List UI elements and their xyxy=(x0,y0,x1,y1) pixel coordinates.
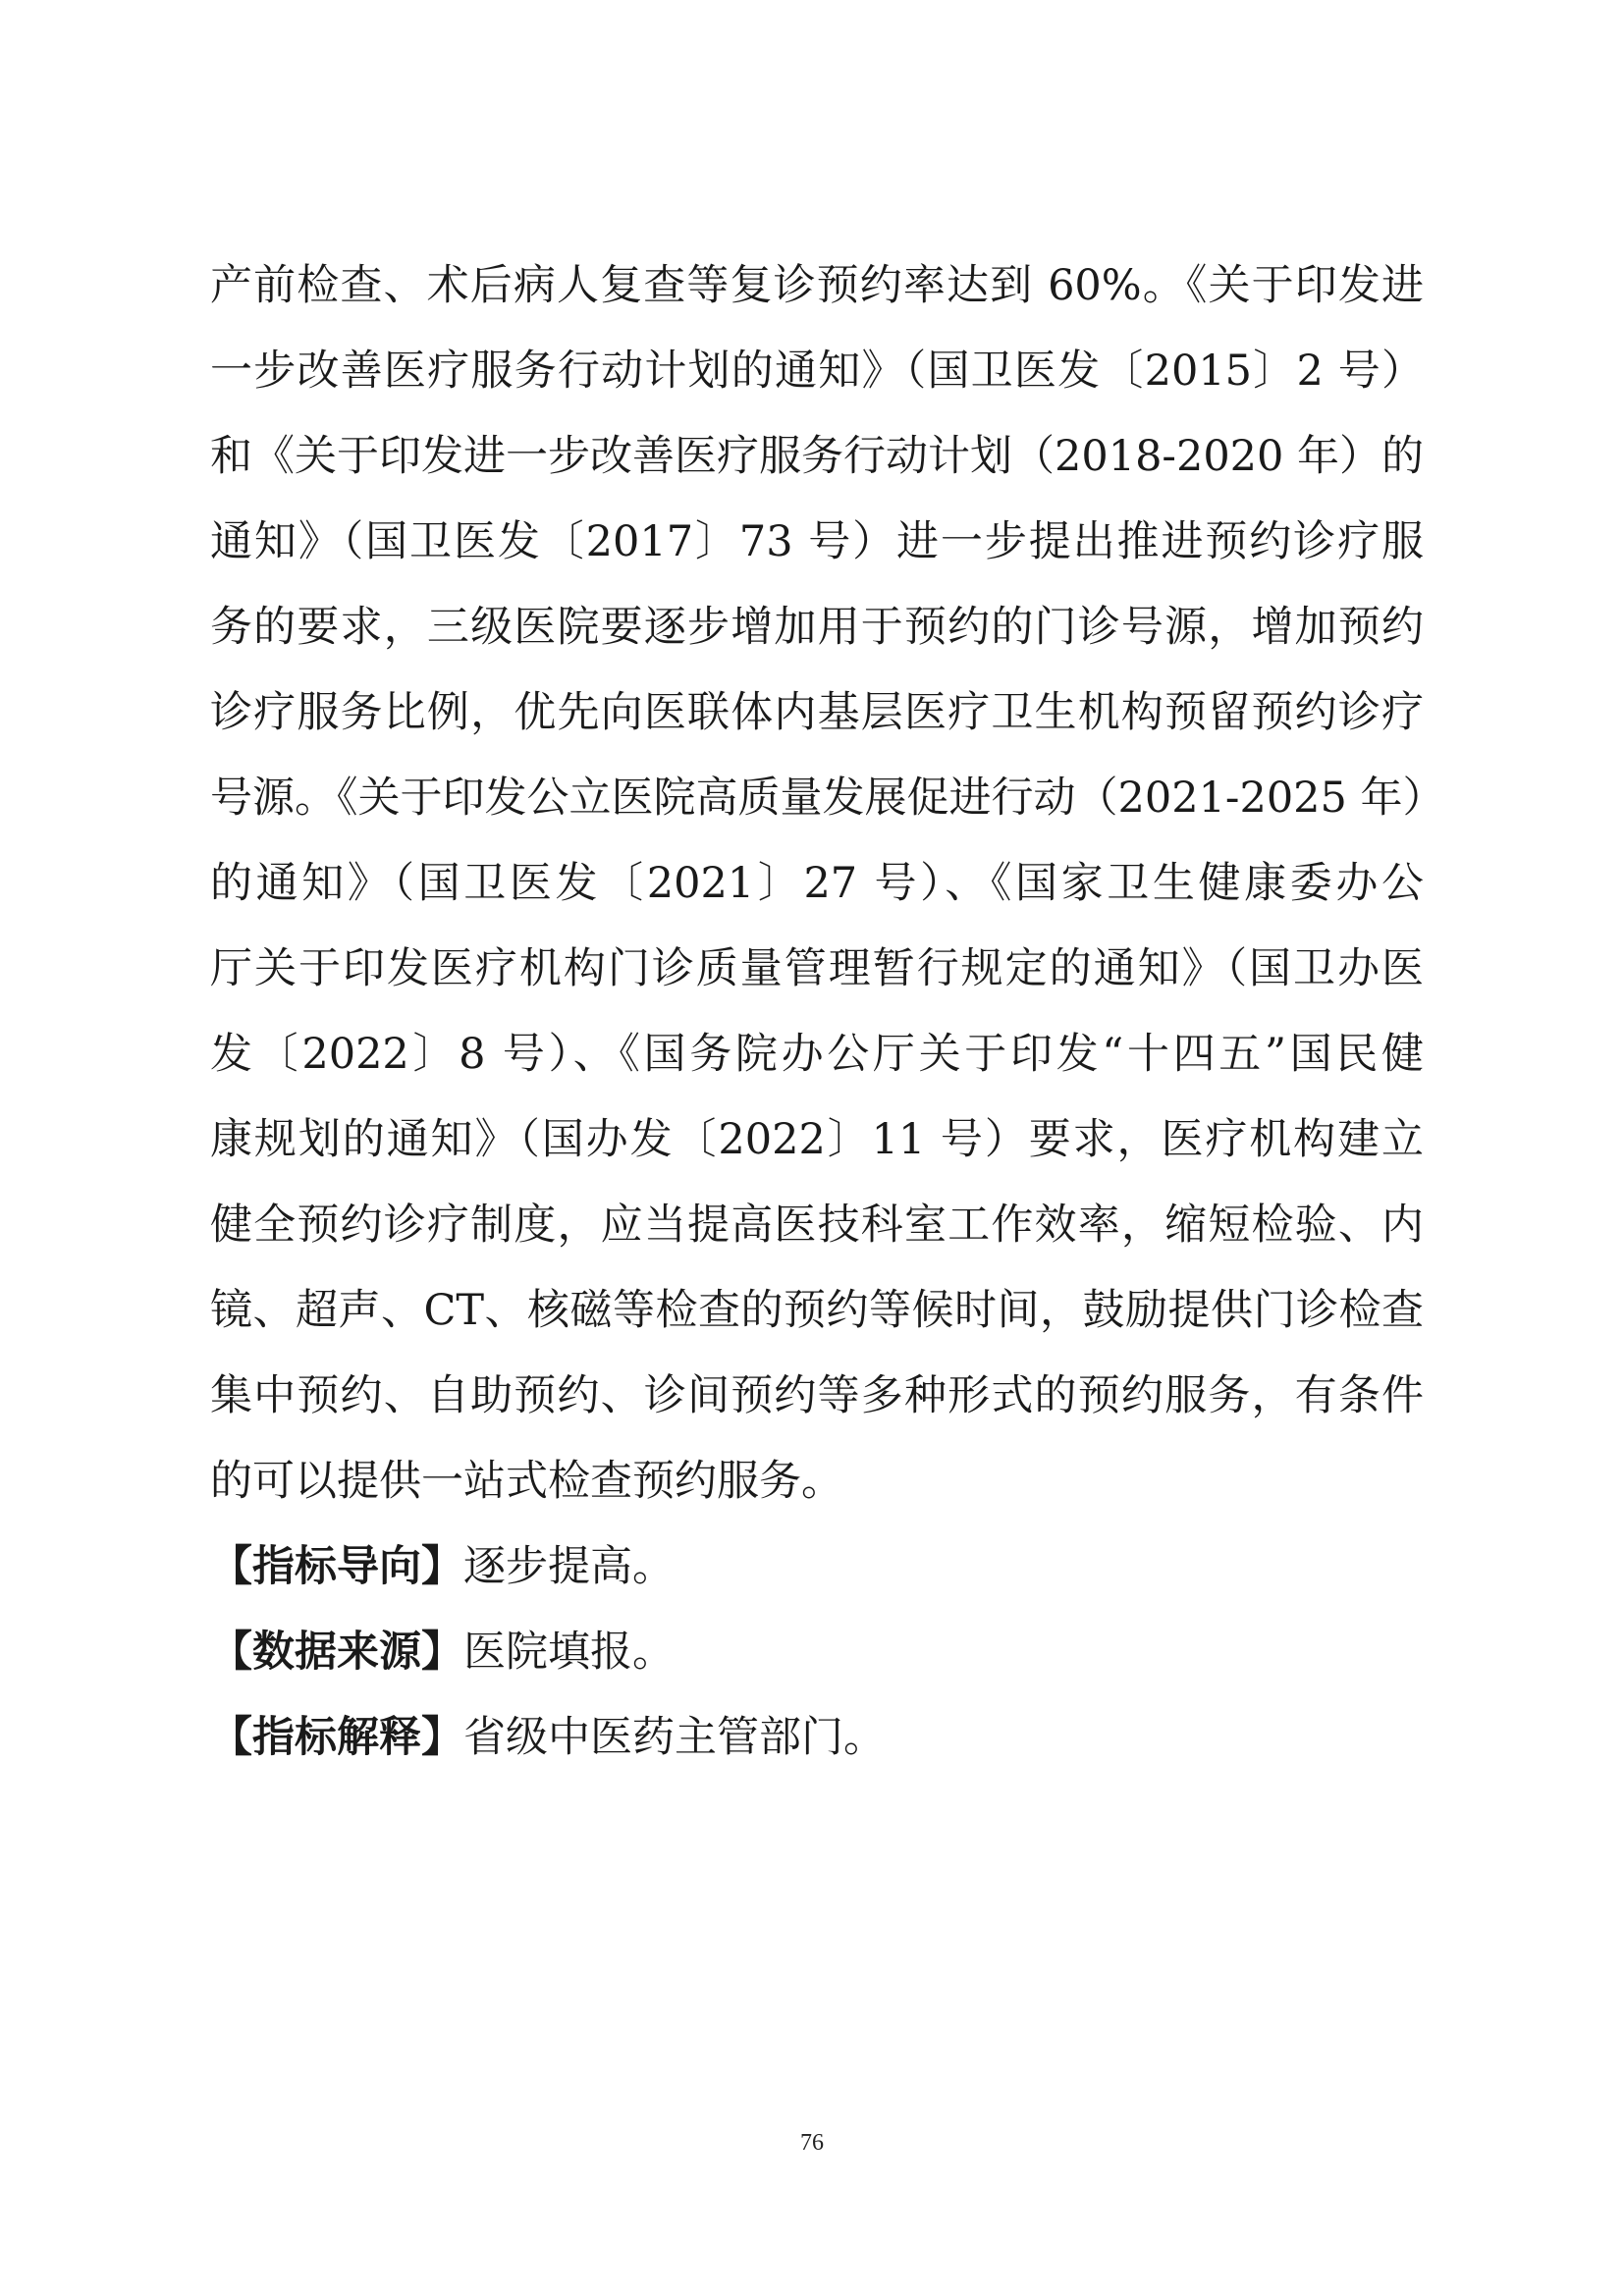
field-indicator-interpretation xyxy=(210,1695,1424,1781)
field-data-source xyxy=(210,1610,1424,1695)
field-value: 医院填报。 xyxy=(463,1628,675,1677)
paragraph-line: 厅关于印发医疗机构门诊质量管理暂行规定的通知》（国卫办医 xyxy=(210,944,1424,993)
page-number: 76 xyxy=(800,2130,824,2156)
paragraph-line: 康规划的通知》（国办发〔2022〕11 号）要求，医疗机构建立 xyxy=(210,1115,1424,1164)
paragraph-line: 通知》（国卫医发〔2017〕73 号）进一步提出推进预约诊疗服 xyxy=(210,517,1424,566)
paragraph-line: 集中预约、自助预约、诊间预约等多种形式的预约服务，有条件 xyxy=(210,1371,1424,1420)
paragraph-line: 的通知》（国卫医发〔2021〕27 号）、《国家卫生健康委办公 xyxy=(210,859,1424,908)
paragraph-line: 健全预约诊疗制度，应当提高医技科室工作效率，缩短检验、内 xyxy=(210,1201,1424,1250)
paragraph-line: 务的要求，三级医院要逐步增加用于预约的门诊号源，增加预约 xyxy=(210,603,1424,652)
field-value: 逐步提高。 xyxy=(463,1542,675,1591)
paragraph-line: 号源。《关于印发公立医院高质量发展促进行动（2021-2025 年） xyxy=(210,774,1445,823)
paragraph-line: 产前检查、术后病人复查等复诊预约率达到 60%。《关于印发进 xyxy=(210,261,1424,310)
body-text xyxy=(210,243,1445,1781)
paragraph-line: 镜、超声、CT、核磁等检查的预约等候时间，鼓励提供门诊检查 xyxy=(210,1286,1424,1335)
field-label: 【指标导向】 xyxy=(210,1542,463,1591)
paragraph-line: 诊疗服务比例，优先向医联体内基层医疗卫生机构预留预约诊疗 xyxy=(210,688,1424,737)
paragraph-line: 的可以提供一站式检查预约服务。 xyxy=(210,1457,843,1506)
paragraph-line: 和《关于印发进一步改善医疗服务行动计划（2018-2020 年）的 xyxy=(210,432,1425,481)
field-value: 省级中医药主管部门。 xyxy=(463,1713,886,1762)
field-label: 【指标解释】 xyxy=(210,1713,463,1762)
field-label: 【数据来源】 xyxy=(210,1628,463,1677)
paragraph-line: 一步改善医疗服务行动计划的通知》（国卫医发〔2015〕2 号） xyxy=(210,347,1424,396)
paragraph-line: 发〔2022〕8 号）、《国务院办公厅关于印发“十四五”国民健 xyxy=(210,1030,1424,1079)
field-indicator-direction xyxy=(210,1524,1424,1610)
